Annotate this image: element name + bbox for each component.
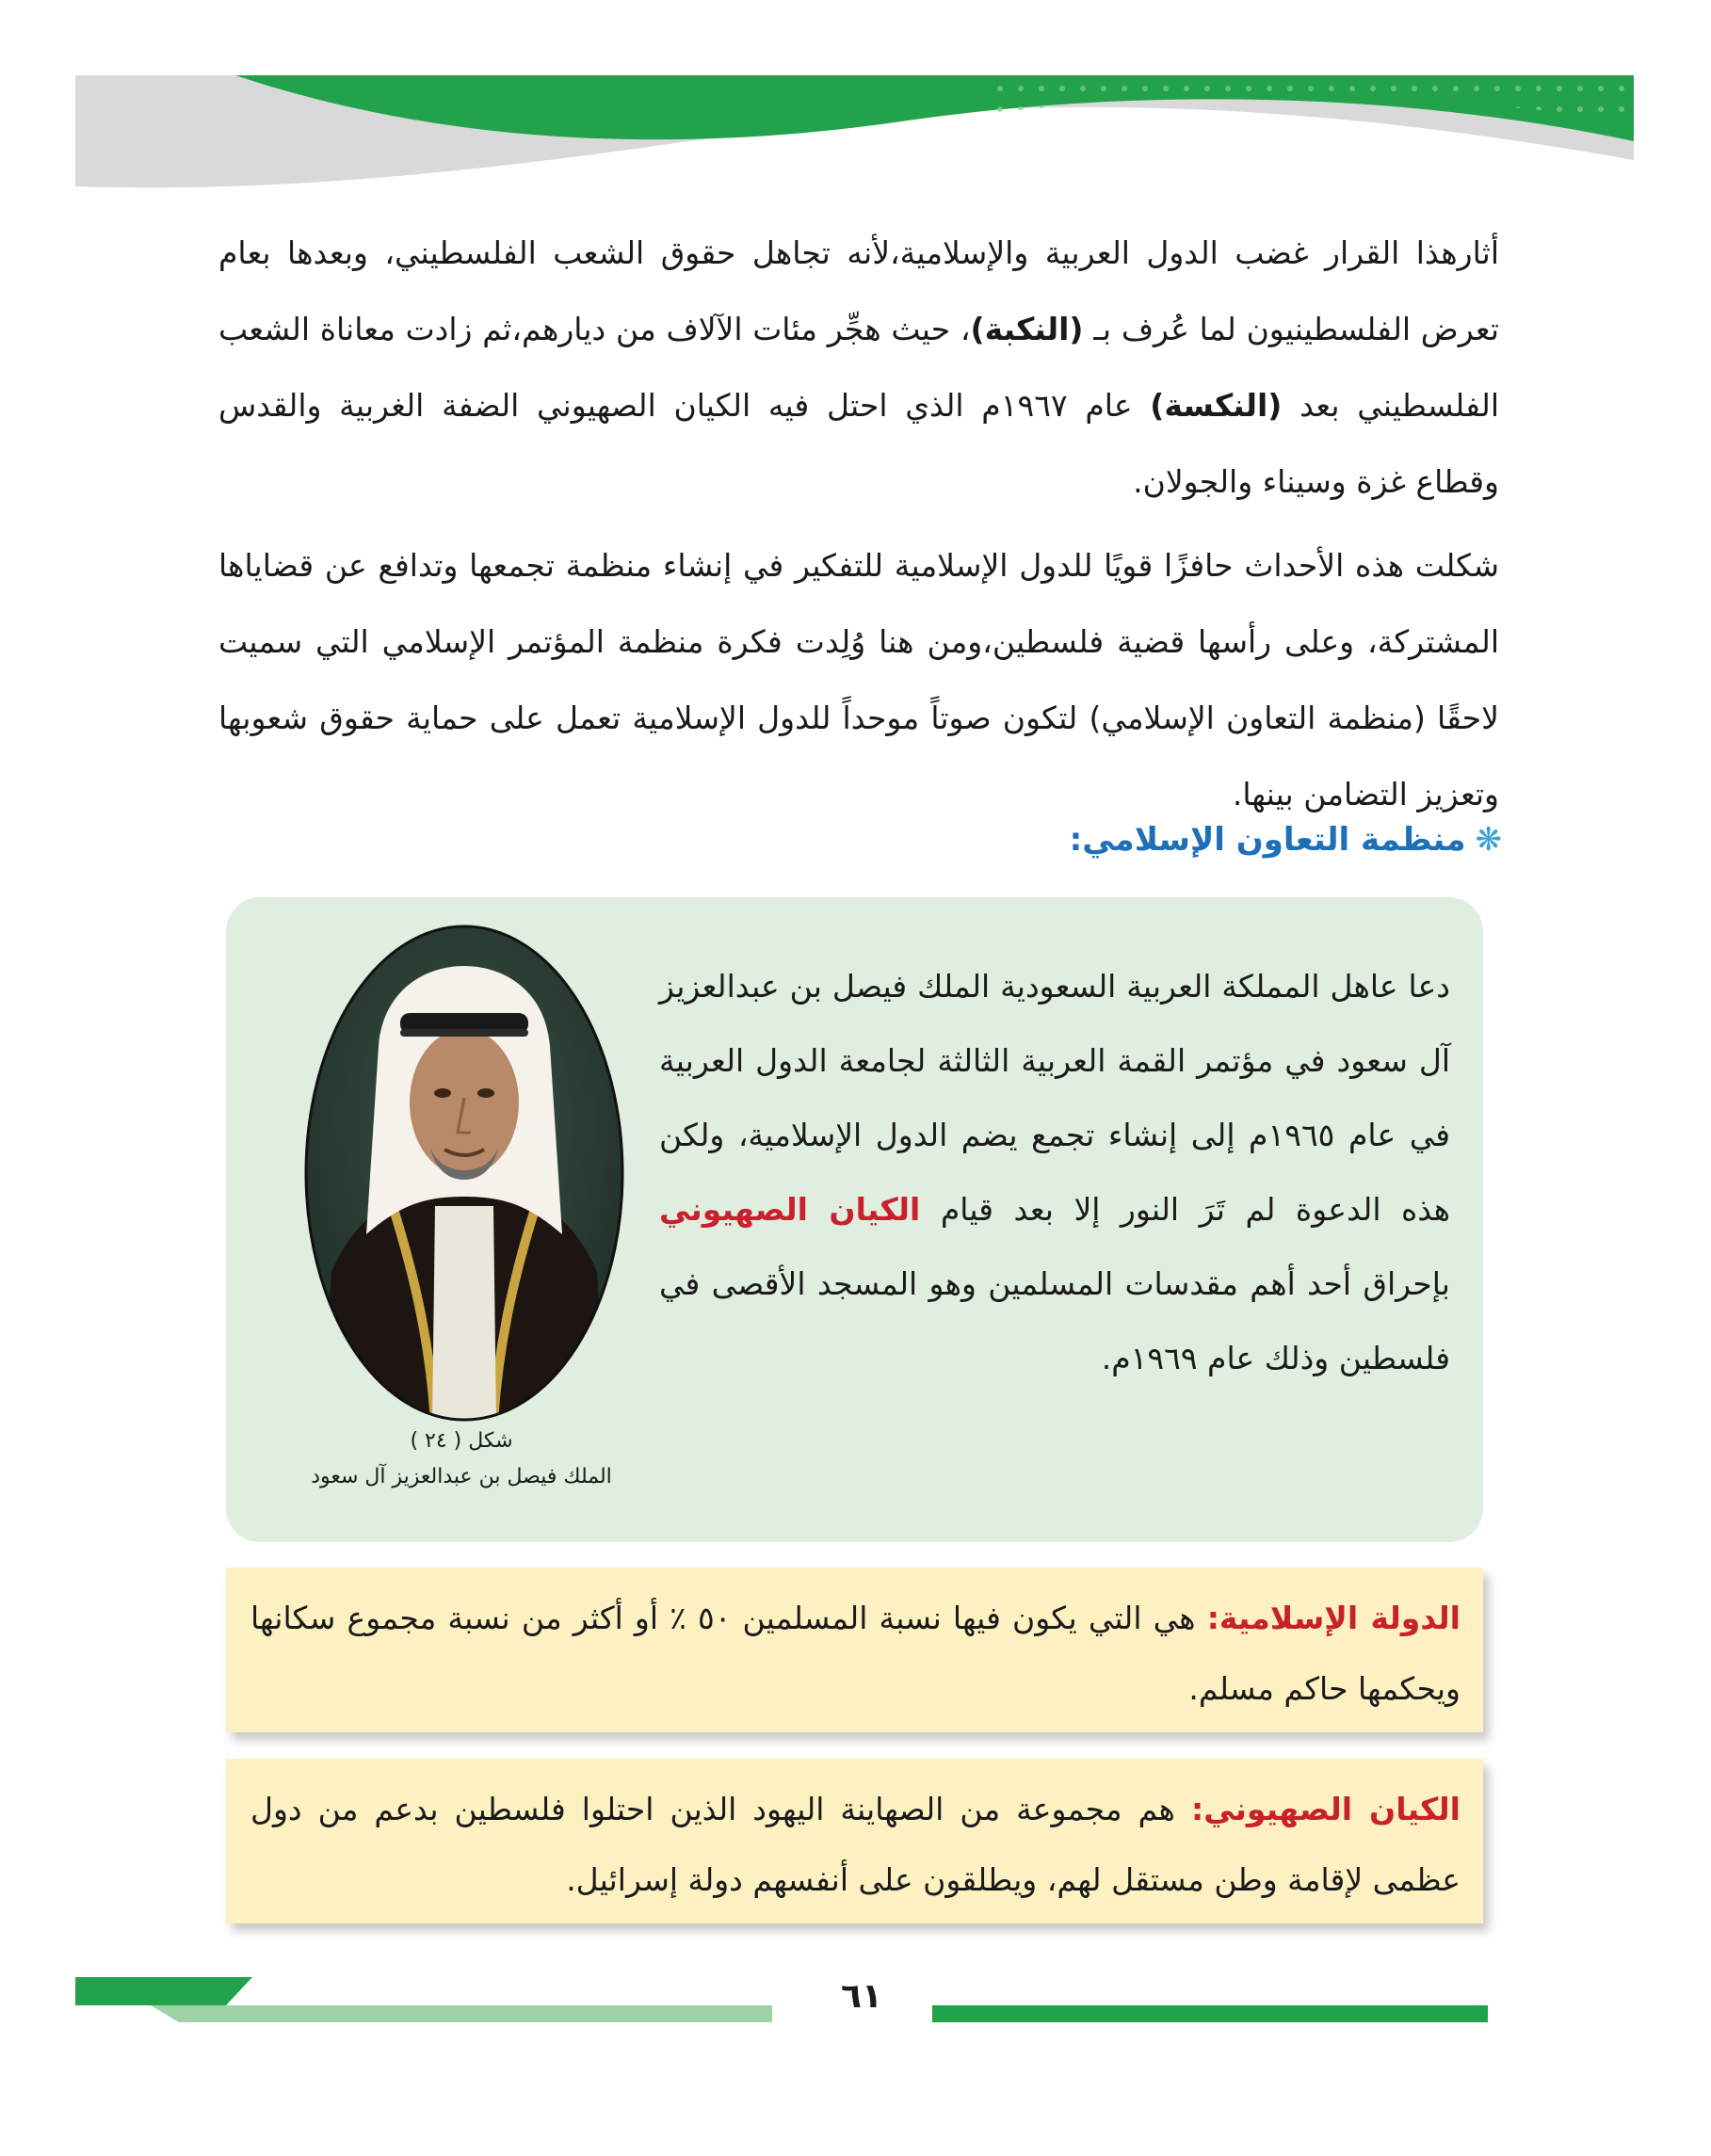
- section-title-text: منظمة التعاون الإسلامي:: [1069, 821, 1466, 859]
- info-box-part-1: دعا عاهل المملكة العربية السعودية الملك فيصل بن عبدالعزيز آل سعود في مؤتمر القمة العربية الثالثة لجامعة الدول العربية في عام ١٩٦٥م إلى إنشاء تجمع يضم الدول الإسلامية، ولكن هذه الدعوة لم تَرَ النور إلا بعد قيام: [659, 968, 1451, 1228]
- definition-text: هم مجموعة من الصهاينة اليهود الذين احتلوا فلسطين بدعم من دول عظمى لإقامة وطن مستقل لهم، ويطلقون على أنفسهم دولة إسرائيل.: [250, 1791, 1461, 1898]
- definition-text: هي التي يكون فيها نسبة المسلمين ٥٠ ٪ أو أكثر من نسبة مجموع سكانها ويحكمها حاكم مسلم.: [250, 1600, 1461, 1707]
- paragraph-2: شكلت هذه الأحداث حافزًا قويًا للدول الإسلامية للتفكير في إنشاء منظمة تجمعها وتدافع عن قضاياها المشتركة، وعلى رأسها قضية فلسطين،ومن هنا وُلِدت فكرة منظمة المؤتمر الإسلامي التي سميت لاحقًا (منظمة التعاون الإسلامي) لتكون صوتاً موحداً للدول الإسلامية تعمل على حماية حقوق شعوبها وتعزيز التضامن بينها.: [218, 547, 1499, 813]
- figure-caption: [273, 1424, 650, 1495]
- definition-box-zionist-entity: [226, 1759, 1483, 1923]
- portrait-image: [303, 924, 625, 1423]
- figure-label: شكل ( ٢٤ ): [410, 1429, 513, 1453]
- header-wave-banner: [0, 0, 1711, 207]
- info-box-part-2: بإحراق أحد أهم مقدسات المسلمين وهو المسجد الأقصى في فلسطين وذلك عام ١٩٦٩م.: [659, 1265, 1450, 1376]
- definition-term: الدولة الإسلامية:: [1206, 1600, 1461, 1636]
- star-icon: ❋: [1475, 821, 1502, 859]
- paragraph-1-part-3: عام ١٩٦٧م الذي احتل فيه الكيان الصهيوني الضفة الغربية والقدس وقطاع غزة وسيناء والجولان.: [218, 387, 1499, 500]
- main-text: [218, 215, 1499, 840]
- naksa-term: (النكسة): [1150, 387, 1283, 424]
- info-box-highlight: الكيان الصهيوني: [659, 1191, 921, 1228]
- figure-caption-text: الملك فيصل بن عبدالعزيز آل سعود: [311, 1465, 612, 1488]
- king-faisal-portrait: [303, 924, 625, 1423]
- paragraph-1: [218, 215, 1499, 520]
- paragraph-1-part-1: أثارهذا القرار غضب الدول العربية والإسلامية،لأنه تجاهل حقوق الشعب الفلسطيني، وبعدها بعام تعرض الفلسطينيون لما عُرف بـ: [218, 234, 1500, 347]
- info-box-text: [659, 949, 1450, 1395]
- definition-box-islamic-state: [226, 1568, 1483, 1732]
- nakba-term: (النكبة): [970, 311, 1084, 347]
- definition-term: الكيان الصهيوني:: [1190, 1791, 1461, 1827]
- paragraph-1-part-2: ، حيث هجِّر مئات الآلاف من ديارهم،ثم زادت معاناة الشعب الفلسطيني بعد: [218, 311, 1500, 424]
- section-title: [1070, 821, 1502, 859]
- page-number: ٦١: [841, 1977, 882, 2016]
